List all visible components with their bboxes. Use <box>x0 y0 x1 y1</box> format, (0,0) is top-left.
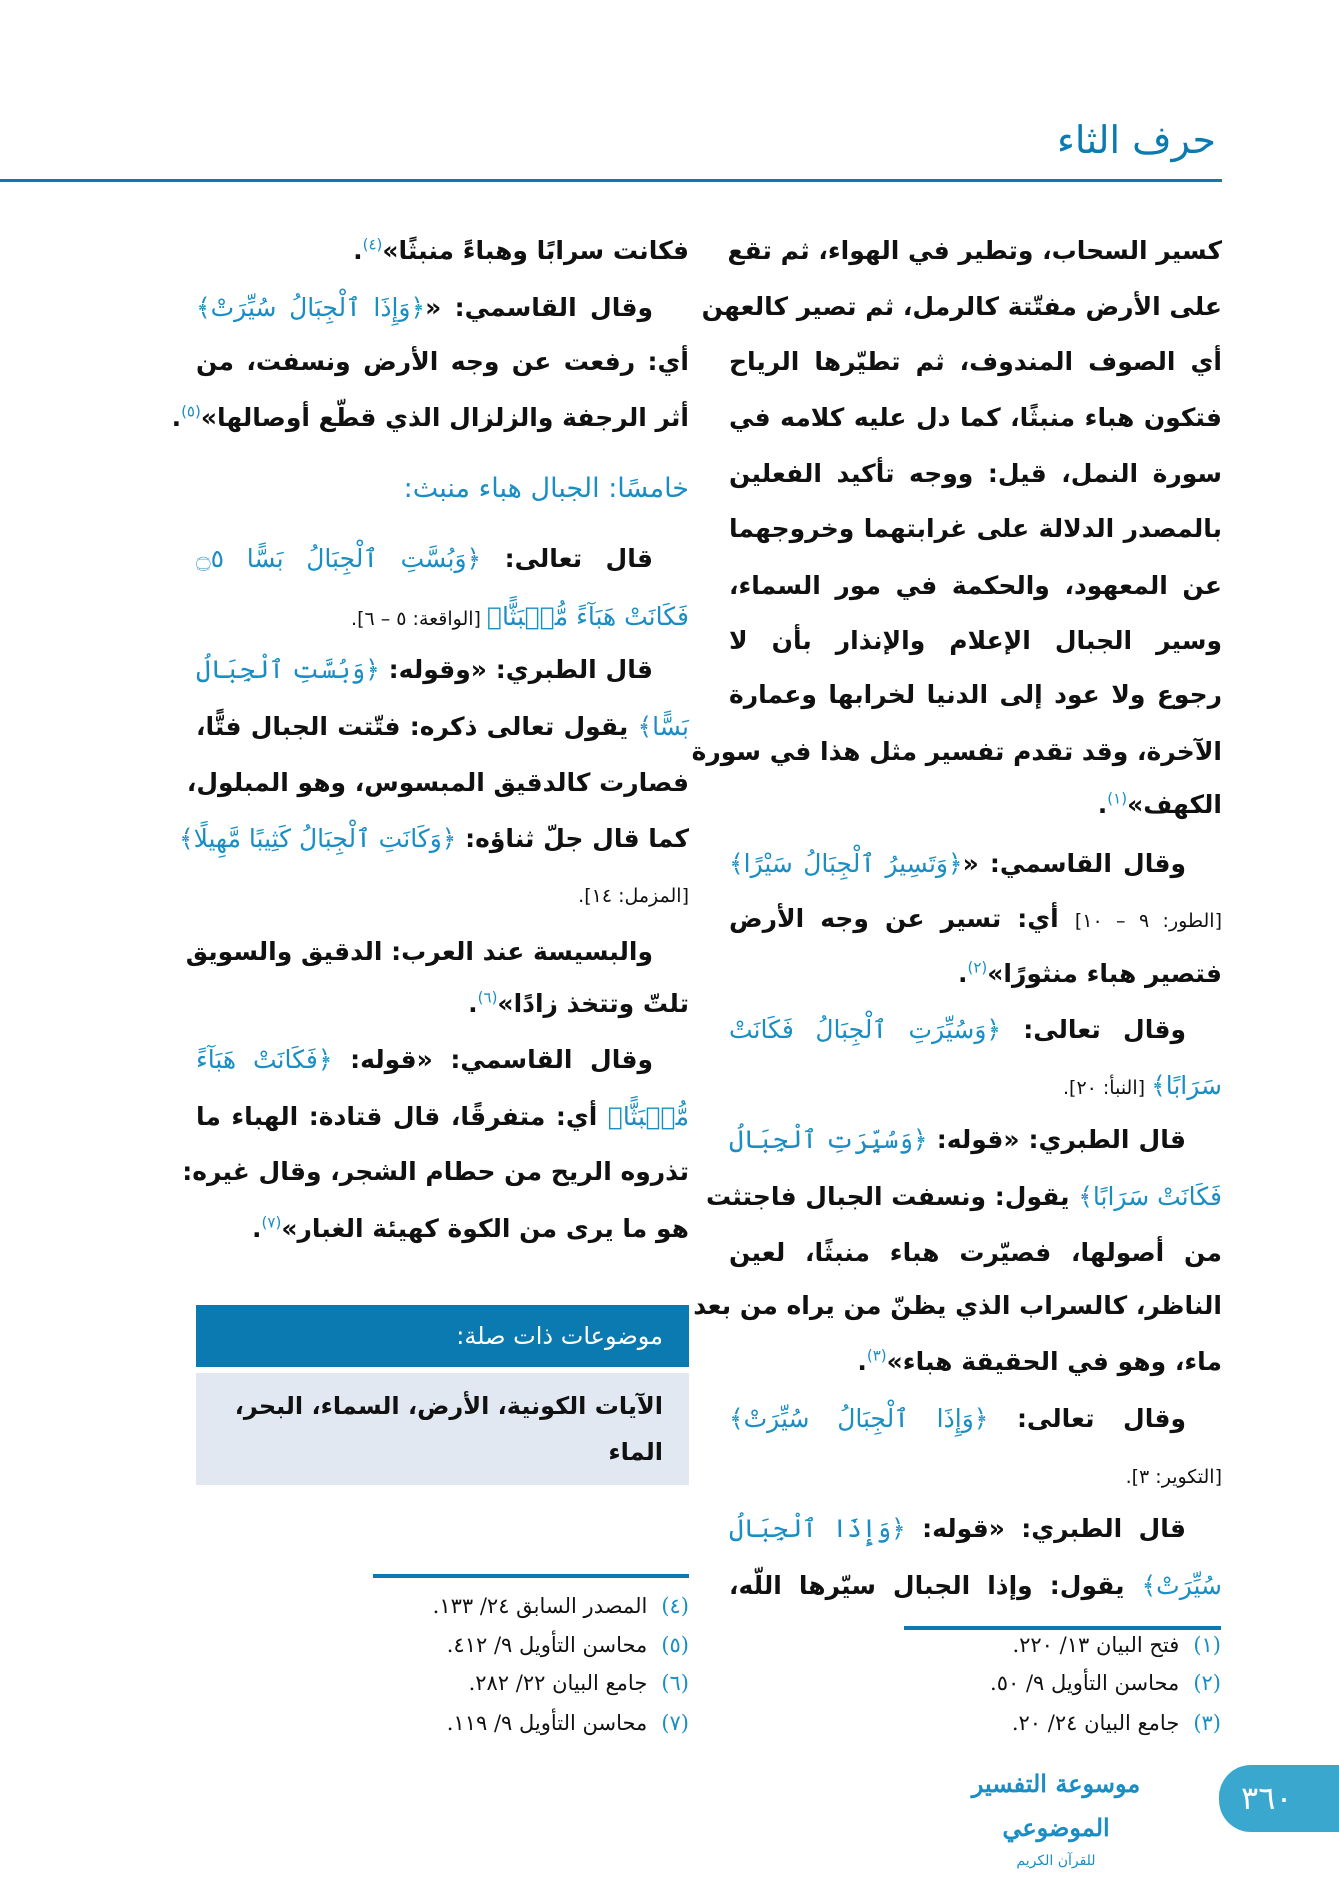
text-segment: وقال القاسمي: « <box>425 293 653 322</box>
quran-verse: سُيِّرَتْ﴾ <box>1141 1571 1222 1600</box>
text-line <box>729 1564 1222 1608</box>
quran-verse: ﴿وَكَانَتِ ٱلْجِبَالُ كَثِيبًا مَّهِيلًا﴾ <box>178 824 457 853</box>
text-line <box>729 897 1222 941</box>
footnote-text: محاسن التأويل ٩/ ١١٩. <box>446 1711 648 1735</box>
text-line <box>729 396 1222 440</box>
text-line <box>196 1038 689 1082</box>
text-segment: فكانت سرابًا وهباءً منبثًا» <box>382 236 689 265</box>
footnote-number: (٦) <box>661 1671 689 1695</box>
quran-verse: ﴿وَتَسِيرُ ٱلْجِبَالُ سَيْرًا﴾ <box>729 849 963 878</box>
logo-subtitle: للقرآن الكريم <box>1016 1853 1096 1869</box>
footnote-marker[interactable]: (٦) <box>477 988 498 1007</box>
quran-verse: ﴿وَإِذَا ٱلْجِبَالُ سُيِّرَتْ﴾ <box>196 293 426 322</box>
text-line <box>196 982 689 1026</box>
text-line <box>178 817 689 861</box>
text-segment: يقول: ونسفت الجبال فاجتثت <box>705 1182 1079 1211</box>
quran-verse: ﴿وَإِذَا ٱلْجِبَالُ سُيِّرَتْ﴾ <box>729 1404 989 1433</box>
text-segment: الآخرة، وقد تقدم تفسير مثل هذا في سورة <box>691 737 1222 766</box>
text-segment: . <box>957 959 968 988</box>
verse-reference: [الطور: ٩ – ١٠] <box>1074 910 1222 932</box>
text-segment: وقال تعالى: <box>988 1404 1186 1433</box>
right-column <box>691 0 1222 1600</box>
text-line <box>196 537 689 581</box>
quran-verse: مُّنۢبَثًّا﴾ <box>607 1102 689 1131</box>
text-line <box>729 340 1222 384</box>
text-line <box>196 340 689 384</box>
text-segment: رجوع ولا عود إلى الدنيا لخرابها وعمارة <box>729 680 1222 709</box>
footnote <box>990 1665 1221 1701</box>
quran-verse: ﴿وَبُسَّتِ ٱلْجِبَالُ بَسًّا ۝٥ <box>196 544 482 573</box>
footnote-text: محاسن التأويل ٩/ ٥٠. <box>990 1671 1180 1695</box>
text-line <box>729 564 1222 608</box>
chapter-title: حرف الثاء <box>1057 118 1216 162</box>
quran-verse: ﴿وَبُسَّتِ ٱلْجِبَالُ <box>196 655 380 684</box>
footnote-marker[interactable]: (٤) <box>362 235 383 254</box>
footnote-text: محاسن التأويل ٩/ ٤١٢. <box>446 1633 648 1657</box>
footnote-marker[interactable]: (٣) <box>866 1346 887 1365</box>
text-line <box>693 1284 1222 1328</box>
text-line <box>729 1064 1222 1108</box>
quran-verse: ﴿وَسُيِّرَتِ ٱلْجِبَالُ <box>729 1125 928 1154</box>
text-line <box>691 730 1222 774</box>
text-line <box>196 648 689 692</box>
text-segment: أي: رفعت عن وجه الأرض ونسفت، من <box>196 347 689 376</box>
footnote-number: (١) <box>1193 1633 1221 1657</box>
footnote-marker[interactable]: (٧) <box>261 1213 282 1232</box>
text-line <box>729 1118 1222 1162</box>
footnote-divider-left <box>373 1574 689 1578</box>
text-line <box>729 842 1222 886</box>
text-segment: كسير السحاب، وتطير في الهواء، ثم تقع <box>727 236 1222 265</box>
footnote <box>433 1588 689 1624</box>
text-segment: وقال القاسمي: «قوله: <box>332 1045 654 1074</box>
text-segment: الناظر، كالسراب الذي يظنّ من يراه من بعد <box>693 1291 1222 1320</box>
text-line <box>729 1507 1222 1551</box>
encyclopedia-logo <box>934 1762 1178 1869</box>
text-segment: عن المعهود، والحكمة في مور السماء، <box>729 571 1222 600</box>
quran-verse: فَكَانَتْ هَبَآءً مُّنۢبَثًّا﴾ <box>487 602 689 631</box>
verse-reference: [الواقعة: ٥ – ٦]. <box>351 608 488 630</box>
text-segment: قال الطبري: «وقوله: <box>379 655 653 684</box>
text-segment: على الأرض مفتّتة كالرمل، ثم تصير كالعهن <box>701 292 1222 321</box>
quran-verse: بَسًّا﴾ <box>637 712 689 741</box>
verse-reference: [التكوير: ٣]. <box>1125 1466 1222 1488</box>
footnote-text: المصدر السابق ٢٤/ ١٣٣. <box>432 1594 648 1618</box>
footnote-text: جامع البيان ٢٤/ ٢٠. <box>1011 1711 1180 1735</box>
footnote-text: فتح البيان ١٣/ ٢٢٠. <box>1012 1633 1180 1657</box>
text-segment: سورة النمل، قيل: ووجه تأكيد الفعلين <box>729 459 1222 488</box>
footnote-number: (٢) <box>1193 1671 1221 1695</box>
text-line <box>196 1095 689 1139</box>
text-line <box>729 507 1222 551</box>
page-number: ٣٦٠ <box>1219 1765 1339 1832</box>
quran-verse: ﴿وَإِذَا ٱلْجِبَالُ <box>729 1514 906 1543</box>
text-segment: أي الصوف المندوف، ثم تطيّرها الرياح <box>729 347 1222 376</box>
text-segment: فصارت كالدقيق المبسوس، وهو المبلول، <box>186 768 689 797</box>
footnote-number: (٥) <box>661 1633 689 1657</box>
text-line <box>705 1175 1222 1219</box>
text-line <box>729 783 1222 827</box>
text-line <box>186 761 689 805</box>
text-segment: . <box>857 1347 867 1376</box>
text-segment: ماء، وهو في الحقيقة هباء» <box>886 1347 1222 1376</box>
text-line <box>729 452 1222 496</box>
footnote <box>469 1665 689 1701</box>
text-segment: بالمصدر الدلالة على غرابتهما وخروجهما <box>729 514 1222 543</box>
text-line <box>196 595 689 639</box>
quran-verse: سَرَابًا﴾ <box>1151 1071 1222 1100</box>
text-segment: والبسيسة عند العرب: الدقيق والسويق <box>185 937 653 966</box>
text-segment: قال تعالى: <box>481 544 653 573</box>
text-line <box>729 1008 1222 1052</box>
text-segment: . <box>468 989 478 1018</box>
text-segment: أي: متفرقًا، قال قتادة: الهباء ما <box>196 1102 608 1131</box>
text-segment: فتصير هباء منثورًا» <box>987 959 1222 988</box>
text-line <box>196 1207 689 1251</box>
footnote <box>447 1705 689 1741</box>
logo-title: موسوعة التفسير الموضوعي <box>971 1769 1141 1842</box>
text-line <box>196 286 689 330</box>
footnote <box>1012 1627 1221 1663</box>
footnote-marker[interactable]: (١) <box>1107 789 1128 808</box>
text-line <box>729 619 1222 663</box>
text-segment: من أصولها، فصيّرت هباء منبثًا، لعين <box>729 1238 1222 1267</box>
text-segment: قال الطبري: «قوله: <box>905 1514 1186 1543</box>
related-topics-title: موضوعات ذات صلة: <box>196 1305 689 1367</box>
text-line <box>701 285 1222 329</box>
footnote-marker[interactable]: (٥) <box>181 402 201 421</box>
footnote-number: (٤) <box>661 1594 689 1618</box>
text-line <box>729 673 1222 717</box>
text-line <box>729 229 1222 273</box>
text-line <box>196 872 689 916</box>
text-segment: كما قال جلّ ثناؤه: <box>456 824 689 853</box>
text-segment: الكهف» <box>1127 790 1222 819</box>
text-segment: قال الطبري: «قوله: <box>927 1125 1186 1154</box>
text-line <box>729 1340 1222 1384</box>
text-segment: تذروه الريح من حطام الشجر، وقال غيره: <box>182 1157 689 1186</box>
quran-verse: ﴿فَكَانَتْ هَبَآءً <box>196 1045 333 1074</box>
text-segment: أثر الرجفة والزلزال الذي قطّع أوصالها» <box>200 403 689 432</box>
text-line <box>729 1397 1222 1441</box>
text-segment: فتكون هباء منبثًا، كما دل عليه كلامه في <box>729 403 1222 432</box>
text-segment: يقول: وإذا الجبال سيّرها اللّه، <box>729 1571 1142 1600</box>
footnote-marker[interactable]: (٢) <box>967 958 988 977</box>
text-segment: هو ما يرى من الكوة كهيئة الغبار» <box>281 1214 689 1243</box>
text-segment: . <box>353 236 363 265</box>
quran-verse: فَكَانَتْ سَرَابًا﴾ <box>1078 1182 1222 1211</box>
footnote-number: (٣) <box>1193 1711 1221 1735</box>
related-topics-box <box>196 1305 689 1485</box>
text-line <box>729 952 1222 996</box>
text-segment: يقول تعالى ذكره: فتّتت الجبال فتًّا، <box>196 712 638 741</box>
text-line <box>196 705 689 749</box>
related-topics-list: الآيات الكونية، الأرض، السماء، البحر، الماء <box>196 1373 689 1485</box>
text-line <box>196 229 689 273</box>
quran-verse: ﴿وَسُيِّرَتِ ٱلْجِبَالُ فَكَانَتْ <box>729 1015 1002 1044</box>
text-line <box>182 1150 689 1194</box>
text-segment: خامسًا: الجبال هباء منبث: <box>403 473 689 504</box>
footnote-number: (٧) <box>661 1711 689 1735</box>
text-segment: تلتّ وتتخذ زادًا» <box>497 989 689 1018</box>
text-line <box>171 396 689 440</box>
verse-reference: [النبأ: ٢٠]. <box>1062 1077 1152 1099</box>
text-line <box>185 930 689 974</box>
text-segment: . <box>252 1214 262 1243</box>
text-segment: . <box>171 403 182 432</box>
text-line <box>729 1231 1222 1275</box>
footnote <box>447 1627 689 1663</box>
verse-reference: [المزمل: ١٤]. <box>578 885 689 907</box>
footnote-text: جامع البيان ٢٢/ ٢٨٢. <box>468 1671 648 1695</box>
text-segment: . <box>1097 790 1108 819</box>
text-segment: وقال القاسمي: « <box>962 849 1186 878</box>
text-segment: وسير الجبال الإعلام والإنذار بأن لا <box>729 626 1222 655</box>
footnote <box>1012 1705 1221 1741</box>
text-segment: أي: تسير عن وجه الأرض <box>729 904 1075 933</box>
text-segment: وقال تعالى: <box>1001 1015 1186 1044</box>
text-line <box>729 1453 1222 1497</box>
section-heading <box>196 467 689 511</box>
